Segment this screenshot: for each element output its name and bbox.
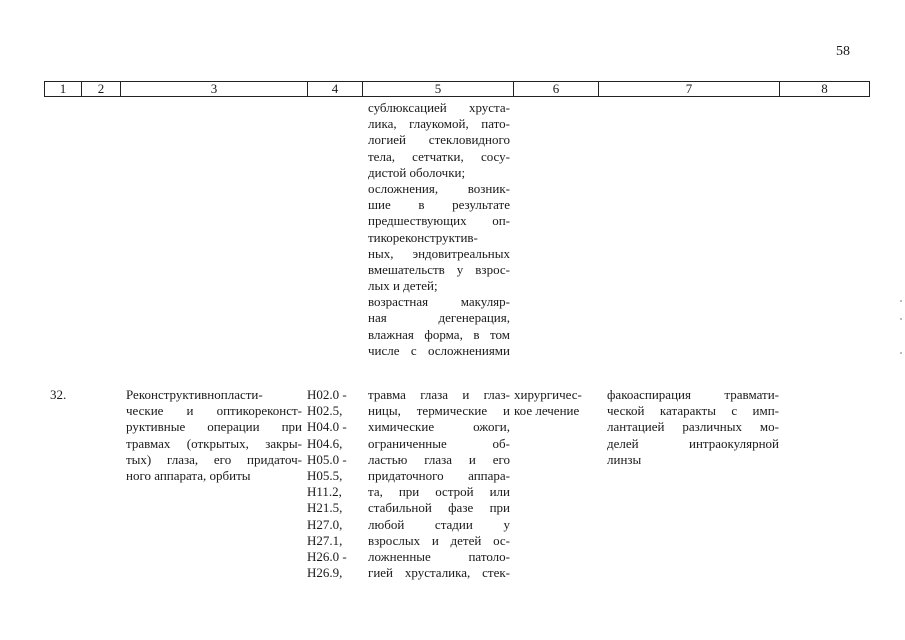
text-line: лантацией различных мо- <box>607 419 779 435</box>
scan-speck <box>900 300 902 302</box>
text-line: H11.2, <box>307 484 342 500</box>
row-32-treatment-type <box>514 387 596 419</box>
table-header-row <box>44 81 870 97</box>
text-line: взрослых и детей ос- <box>368 532 510 548</box>
text-line: H05.0 - <box>307 451 347 467</box>
text-line: предшествующих оп- <box>368 213 510 229</box>
text-line: H05.5, <box>307 467 343 483</box>
text-line: делей интраокулярной <box>607 435 779 451</box>
text-line: шие в результате <box>368 197 510 213</box>
continued-diagnosis-text <box>368 100 510 359</box>
text-line: ластью глаза и его <box>368 451 510 467</box>
text-line: возрастная макуляр- <box>368 294 510 310</box>
text-line: ческой катаракты с имп- <box>607 403 779 419</box>
header-col-3: 3 <box>210 81 218 96</box>
row-32-procedure-name <box>126 387 302 484</box>
text-line: любой стадии у <box>368 516 510 532</box>
text-line: ная дегенерация, <box>368 310 510 326</box>
text-line: травма глаза и глаз- <box>368 387 510 402</box>
text-line: влажная форма, в том <box>368 326 510 342</box>
text-line: H27.0, <box>307 516 343 532</box>
text-line: логией стекловидного <box>368 132 510 148</box>
row-32-icd-codes <box>307 387 362 581</box>
text-line: линзы <box>607 451 642 467</box>
header-col-6: 6 <box>552 81 560 96</box>
page-number: 58 <box>836 44 850 59</box>
text-line: кое лечение <box>514 403 580 419</box>
text-line: руктивные операции при <box>126 419 302 435</box>
text-line: ограниченные об- <box>368 435 510 451</box>
scan-speck <box>900 318 902 320</box>
text-line: Реконструктивнопласти- <box>126 387 263 402</box>
text-line: H21.5, <box>307 500 343 516</box>
header-col-4: 4 <box>331 81 339 96</box>
header-col-8: 8 <box>821 81 828 96</box>
text-line: лика, глаукомой, пато- <box>368 116 510 132</box>
text-line: H02.0 - <box>307 387 347 402</box>
text-line: тых) глаза, его придаточ- <box>126 451 302 467</box>
text-line: та, при острой или <box>368 484 510 500</box>
header-col-1: 1 <box>59 81 67 96</box>
header-col-2: 2 <box>97 81 105 96</box>
scan-speck <box>900 352 902 354</box>
text-line: тела, сетчатки, сосу- <box>368 148 510 164</box>
text-line: ческие и оптикореконст- <box>126 403 302 419</box>
text-line: сублюксацией хруста- <box>368 100 510 115</box>
text-line: числе с осложнениями <box>368 342 510 358</box>
text-line: вмешательств у взрос- <box>368 261 510 277</box>
text-line: ложненные патоло- <box>368 548 510 564</box>
text-line: стабильной фазе при <box>368 500 510 516</box>
header-col-7: 7 <box>685 81 693 96</box>
text-line: гией хрусталика, стек- <box>368 565 510 581</box>
text-line: H27.1, <box>307 532 343 548</box>
text-line: тикореконструктив- <box>368 229 478 245</box>
row-32-diagnosis <box>368 387 510 581</box>
text-line: H04.0 - <box>307 419 347 435</box>
text-line: дистой оболочки; <box>368 164 466 180</box>
text-line: осложнения, возник- <box>368 180 510 196</box>
text-line: ных, эндовитреальных <box>368 245 510 261</box>
text-line: ницы, термические и <box>368 403 510 419</box>
text-line: H04.6, <box>307 435 343 451</box>
header-col-5: 5 <box>434 81 442 96</box>
text-line: факоаспирация травмати- <box>607 387 779 402</box>
text-line: ного аппарата, орбиты <box>126 467 251 483</box>
text-line: H26.0 - <box>307 548 347 564</box>
text-line: H02.5, <box>307 403 343 419</box>
row-number: 32. <box>50 387 67 402</box>
text-line: травмах (открытых, закры- <box>126 435 302 451</box>
text-line: лых и детей; <box>368 278 438 294</box>
text-line: химические ожоги, <box>368 419 510 435</box>
row-32-treatment-method <box>607 387 779 468</box>
text-line: H26.9, <box>307 565 343 581</box>
text-line: хирургичес- <box>514 387 582 402</box>
text-line: придаточного аппара- <box>368 467 510 483</box>
